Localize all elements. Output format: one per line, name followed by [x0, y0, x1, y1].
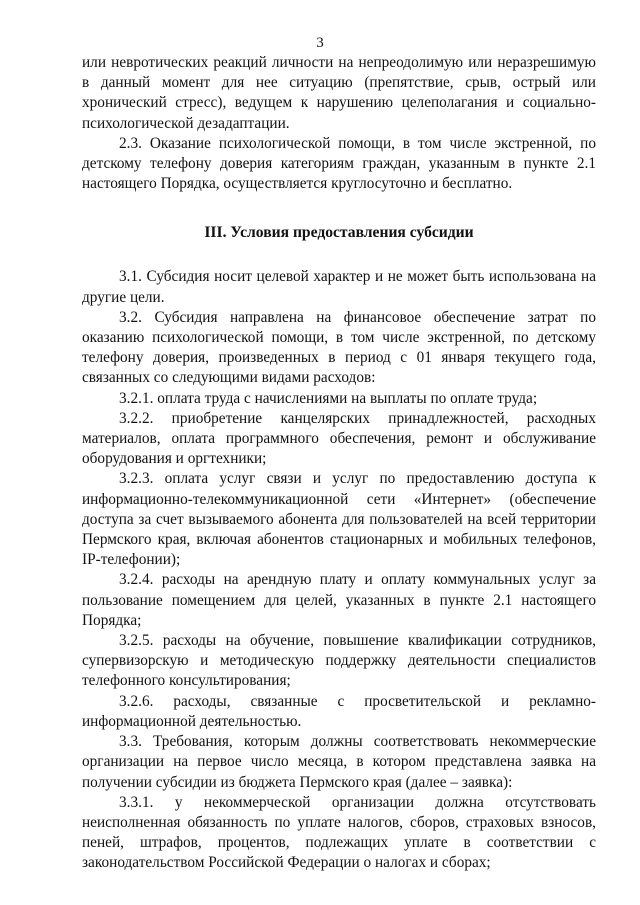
- paragraph-continuation: или невротических реакций личности на непреодолимую или неразрешимую в данный момент для нее ситуацию (препятствие, срыв, острый или хронический стресс), ведущем к нарушению целеполагания и социально-психологической дезадаптации.: [82, 54, 596, 132]
- paragraph-3-2-4: 3.2.4. расходы на арендную плату и оплату коммунальных услуг за пользование помещением для целей, указанных в пункте 2.1 настоящего Порядка;: [82, 571, 596, 629]
- paragraph-3-3: 3.3. Требования, которым должны соответствовать некоммерческие организации на первое число месяца, в котором представлена заявка на получении субсидии из бюджета Пермского края (далее – заявка):: [82, 733, 596, 791]
- paragraph-3-2-6: 3.2.6. расходы, связанные с просветительской и рекламно-информационной деятельностью.: [82, 692, 596, 730]
- paragraph-2-3: 2.3. Оказание психологической помощи, в том числе экстренной, по детскому телефону доверия категориям граждан, указанным в пункте 2.1 настоящего Порядка, осуществляется круглосуточно и бесплатно.: [82, 134, 596, 193]
- paragraph-3-3-1: 3.3.1. у некоммерческой организации должна отсутствовать неисполненная обязанность по уплате налогов, сборов, страховых взносов, пеней, штрафов, процентов, подлежащих уплате в соответствии с законодательством Российской Федерации о налогах и сборах;: [82, 793, 596, 872]
- paragraph-3-2-5: 3.2.5. расходы на обучение, повышение квалификации сотрудников, супервизорскую и методическую поддержку деятельности специалистов телефонного консультирования;: [82, 632, 596, 690]
- paragraph-3-2-1: 3.2.1. оплата труда с начислениями на выплаты по оплате труда;: [119, 389, 538, 407]
- section-heading: III. Условия предоставления субсидии: [204, 224, 474, 242]
- paragraph-3-2-3: 3.2.3. оплата услуг связи и услуг по предоставлению доступа к информационно-телекоммуникационной сети «Интернет» (обеспечение доступа за счет вызываемого абонента для пользователей на всей территории Пермского края, включая абонентов стационарных и мобильных телефонов, IP-телефонии);: [82, 470, 596, 569]
- document-body: [82, 53, 596, 874]
- paragraph-3-1: 3.1. Субсидия носит целевой характер и не может быть использована на другие цели.: [82, 268, 596, 306]
- page-number: 3: [316, 35, 324, 51]
- paragraph-3-2-2: 3.2.2. приобретение канцелярских принадлежностей, расходных материалов, оплата программного обеспечения, ремонт и обслуживание оборудования и оргтехники;: [82, 409, 596, 468]
- paragraph-3-2: 3.2. Субсидия направлена на финансовое обеспечение затрат по оказанию психологической помощи, в том числе экстренной, по детскому телефону доверия, произведенных в период с 01 января текущего года, связанных со следующими видами расходов:: [82, 308, 596, 387]
